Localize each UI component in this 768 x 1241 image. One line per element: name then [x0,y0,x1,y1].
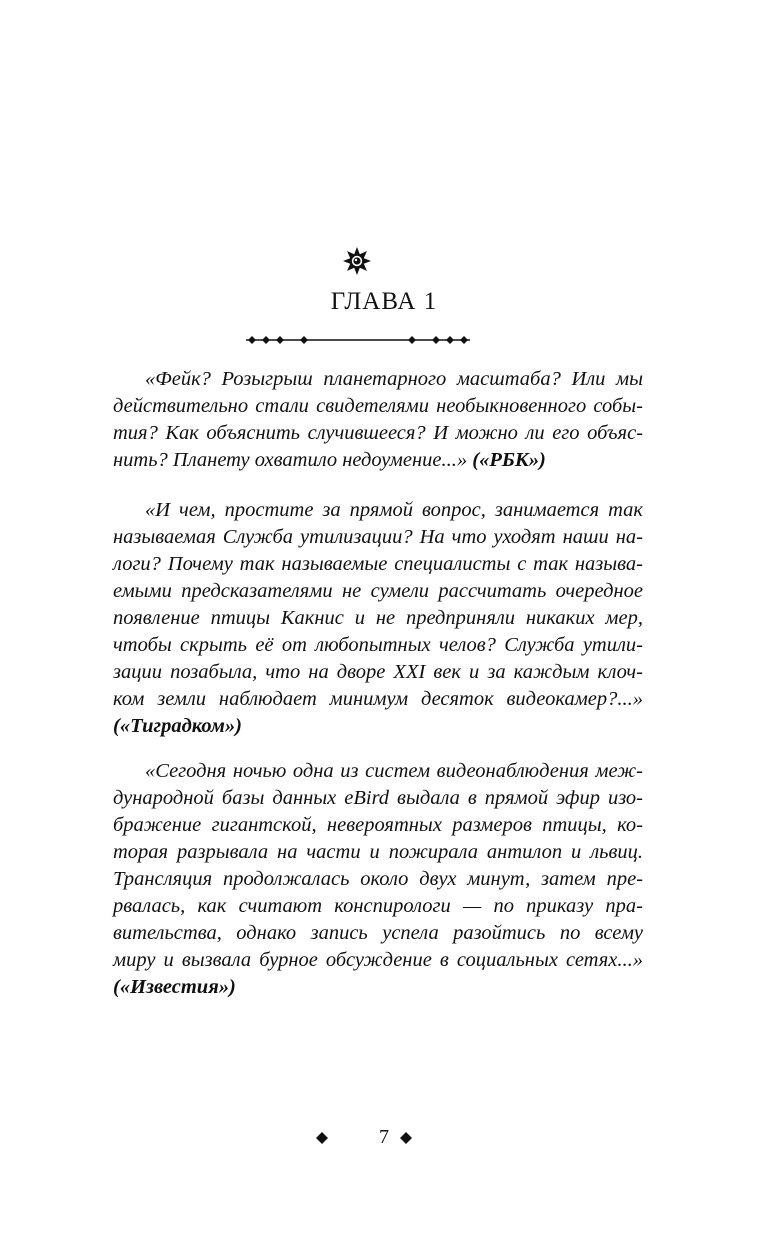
quote-line: вительства, однако запись успела разойтись по всему [113,922,643,944]
quote-line: тия? Как объяснить случившееся? И можно ли его объяс- [113,422,643,444]
quote-line: рвалась, как считают конспирологи — по приказу пра- [113,895,643,917]
quote-source: («Известия») [113,976,236,998]
sun-star-ornament-icon [342,246,372,276]
quote-line: «Сегодня ночью одна из систем видеонаблюдения меж- [145,760,643,782]
quote-line: бражение гигантской, невероятных размеров птицы, ко- [113,814,643,836]
quote-line: действительно стали свидетелями необыкновенного собы- [113,395,643,417]
quote-block-izvestia [113,758,643,1001]
quote-source: («Тиградком») [113,715,242,737]
quote-line: логи? Почему так называемые специалисты с так называ- [113,553,643,575]
quote-line: торая разрывала на части и пожирала антилоп и львиц. [113,841,643,863]
quote-line: ком земли наблюдает минимум десяток видеокамер?...» [113,688,643,710]
quote-line: Трансляция продолжалась около двух минут, затем пре- [113,868,643,890]
quote-block-rbk [113,366,643,474]
quote-line: емыми предсказателями не сумели рассчитать очередное [113,580,643,602]
quote-line: «И чем, простите за прямой вопрос, занимается так [145,499,643,521]
quote-line: миру и вызвала бурное обсуждение в социальных сетях...» [113,949,643,971]
quote-line: появление птицы Какнис и не предприняли никаких мер, [113,607,643,629]
quote-line: чтобы скрыть её от любопытных челов? Служба утили- [113,634,643,656]
page-number: 7 [379,1126,389,1148]
diamond-rule-divider-icon [244,333,472,347]
diamond-icon [400,1132,412,1144]
quote-line-last [113,447,643,474]
quote-line: дународной базы данных eBird выдала в прямой эфир изо- [113,787,643,809]
quote-line: называемая Служба утилизации? На что уходят наши на- [113,526,643,548]
quote-line: зации позабыла, что на дворе XXI век и за каждым клоч- [113,661,643,683]
quote-block-tigradkom [113,497,643,740]
quote-source: («РБК») [472,449,546,471]
chapter-title: ГЛАВА 1 [330,288,438,315]
quote-text: нить? Планету охватило недоумение...» [113,449,473,471]
page-footer [0,1126,768,1152]
quote-line: «Фейк? Розыгрыш планетарного масштаба? Или мы [145,368,643,390]
